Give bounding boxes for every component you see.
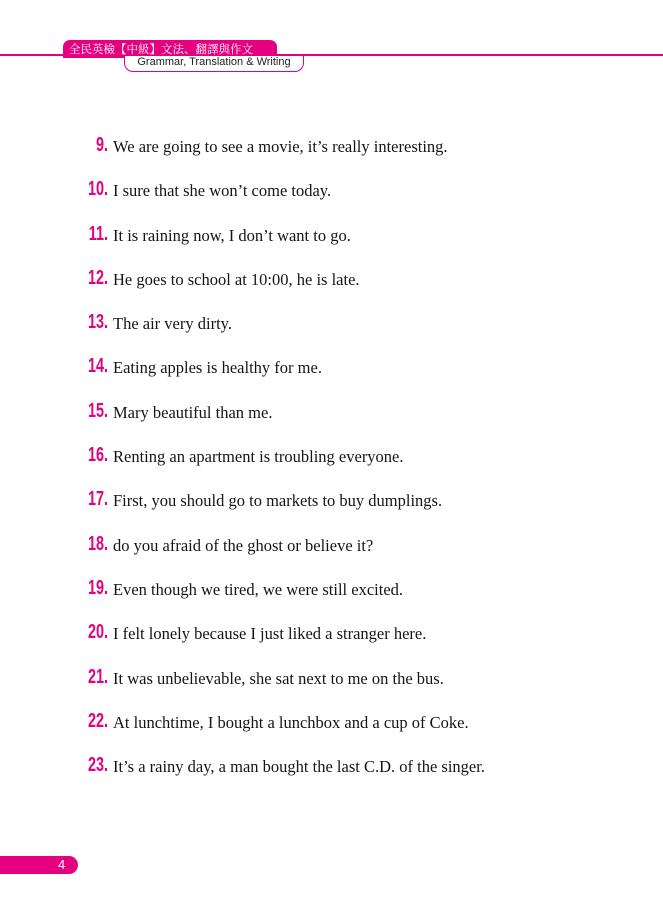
exercise-item [0, 663, 663, 707]
exercise-item [0, 352, 663, 396]
exercise-number: 22. [87, 709, 108, 732]
exercise-item [0, 751, 663, 795]
exercise-sentence: The air very dirty. [113, 314, 232, 334]
exercise-sentence: I sure that she won’t come today. [113, 181, 332, 201]
book-title-tab: 全民英檢【中級】文法、翻譯與作文 [63, 40, 277, 58]
exercise-item [0, 485, 663, 529]
exercise-number: 17. [87, 488, 108, 511]
exercise-number: 18. [87, 532, 108, 555]
exercise-sentence: It was unbelievable, she sat next to me on the bus. [113, 668, 444, 688]
exercise-item [0, 220, 663, 264]
exercise-item [0, 264, 663, 308]
exercise-item [0, 530, 663, 574]
exercise-number: 19. [87, 576, 108, 599]
exercise-sentence: We are going to see a movie, it’s really interesting. [113, 137, 448, 156]
exercise-item [0, 441, 663, 485]
exercise-number: 14. [87, 355, 108, 378]
exercise-sentence: It is raining now, I don’t want to go. [113, 225, 351, 245]
exercise-number: 16. [87, 444, 108, 467]
exercise-sentence: Eating apples is healthy for me. [113, 358, 322, 378]
exercise-number: 23. [87, 754, 108, 777]
exercise-number: 12. [87, 266, 108, 289]
exercise-sentence: It’s a rainy day, a man bought the last C.D. of the singer. [113, 757, 485, 777]
exercise-item [0, 308, 663, 352]
exercise-number: 20. [87, 621, 108, 644]
exercise-list [0, 131, 663, 795]
exercise-number: 10. [87, 178, 108, 201]
exercise-sentence: I felt lonely because I just liked a stranger here. [113, 624, 427, 644]
exercise-sentence: First, you should go to markets to buy dumplings. [113, 491, 443, 511]
exercise-sentence: He goes to school at 10:00, he is late. [113, 269, 360, 289]
exercise-sentence: do you afraid of the ghost or believe it? [113, 535, 374, 555]
exercise-sentence: Even though we tired, we were still excited. [113, 579, 404, 599]
exercise-item [0, 175, 663, 219]
exercise-number: 15. [87, 399, 108, 422]
exercise-number: 21. [87, 665, 108, 688]
exercise-item [0, 618, 663, 662]
exercise-item [0, 574, 663, 618]
exercise-sentence: Renting an apartment is troubling everyone. [113, 447, 404, 467]
page-number-tab: 4 [0, 856, 78, 874]
exercise-sentence: At lunchtime, I bought a lunchbox and a cup of Coke. [113, 712, 469, 732]
exercise-item [0, 707, 663, 751]
exercise-number: 13. [87, 311, 108, 334]
book-subtitle-tab: Grammar, Translation & Writing [124, 56, 304, 72]
exercise-number: 11. [88, 222, 108, 245]
exercise-number: 9. [95, 134, 108, 156]
exercise-sentence: Mary beautiful than me. [113, 402, 273, 422]
exercise-item [0, 397, 663, 441]
exercise-item [0, 131, 663, 175]
